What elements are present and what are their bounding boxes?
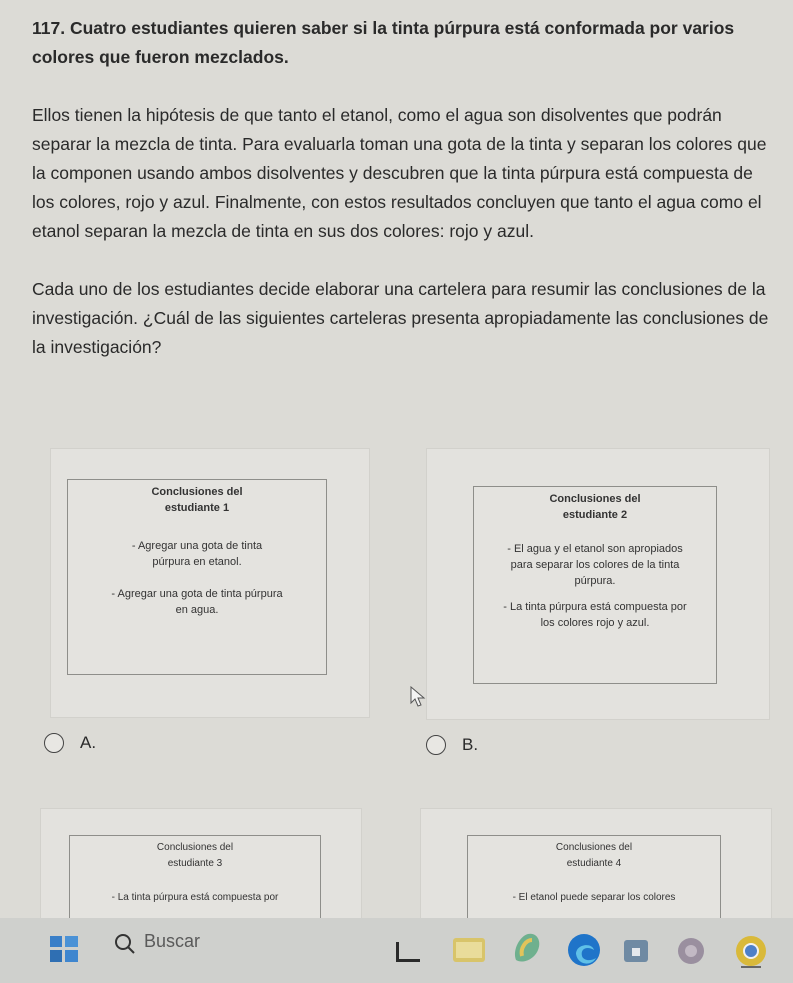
poster-4-item-1: - El etanol puede separar los colores	[512, 892, 676, 903]
option-b-radio[interactable]	[426, 735, 446, 755]
poster-2-item-2: - La tinta púrpura está compuesta por los colores rojo y azul.	[503, 601, 687, 629]
edge-icon[interactable]	[566, 932, 602, 968]
option-b-card-area[interactable]	[426, 448, 770, 720]
question-text	[32, 14, 772, 391]
option-a-card-area[interactable]	[50, 448, 370, 718]
option-a[interactable]	[44, 733, 96, 753]
option-a-label: A.	[80, 733, 97, 752]
option-b[interactable]	[426, 735, 478, 755]
option-c-card-area[interactable]	[40, 808, 362, 919]
file-explorer-icon[interactable]	[394, 940, 424, 964]
poster-4-heading: Conclusiones del estudiante 4	[555, 842, 633, 869]
store-icon[interactable]	[622, 936, 650, 964]
option-b-label: B.	[462, 735, 479, 754]
option-a-radio[interactable]	[44, 733, 64, 753]
poster-student-4	[467, 835, 721, 926]
poster-3-heading: Conclusiones del estudiante 3	[156, 842, 234, 869]
question-paragraph-2: Cada uno de los estudiantes decide elaborar una cartelera para resumir las conclusiones de la investigación. ¿Cuál de las siguientes carteleras presenta apropiadamente las conclusiones de la investigación?	[32, 279, 769, 357]
chrome-icon[interactable]	[734, 934, 768, 968]
option-d-card-area[interactable]	[420, 808, 772, 919]
mouse-cursor-icon	[410, 686, 426, 708]
poster-2-heading: Conclusiones del estudiante 2	[549, 493, 641, 521]
search-box[interactable]: Buscar	[144, 931, 201, 951]
taskbar	[0, 918, 793, 983]
search-icon[interactable]	[114, 933, 136, 955]
poster-student-1	[67, 479, 327, 675]
question-title: 117. Cuatro estudiantes quieren saber si la tinta púrpura está conformada por varios colores que fueron mezclados.	[32, 18, 735, 67]
poster-3-item-1: - La tinta púrpura está compuesta por	[111, 892, 279, 903]
poster-student-2	[473, 486, 717, 684]
widgets-icon[interactable]	[50, 936, 78, 962]
question-paragraph-1: Ellos tienen la hipótesis de que tanto el etanol, como el agua son disolventes que podrán separar la mezcla de tinta. Para evaluarla toman una gota de la tinta y separan los colores que la componen usando ambos disolventes y descubren que la tinta púrpura está compuesta de los colores, rojo y azul. Finalmente, con estos resultados concluyen que tanto el agua como el etanol separan la mezcla de tinta en sus dos colores: rojo y azul.	[32, 105, 767, 241]
app-icon[interactable]	[676, 936, 706, 966]
poster-1-heading: Conclusiones del estudiante 1	[151, 486, 243, 514]
poster-1-item-1: - Agregar una gota de tinta púrpura en etanol.	[131, 540, 263, 568]
poster-student-3	[69, 835, 321, 926]
poster-2-item-1: - El agua y el etanol son apropiados para separar los colores de la tinta púrpura.	[507, 543, 683, 587]
copilot-icon[interactable]	[510, 930, 544, 966]
poster-1-item-2: - Agregar una gota de tinta púrpura en agua.	[111, 588, 283, 616]
photos-icon[interactable]	[452, 934, 486, 964]
